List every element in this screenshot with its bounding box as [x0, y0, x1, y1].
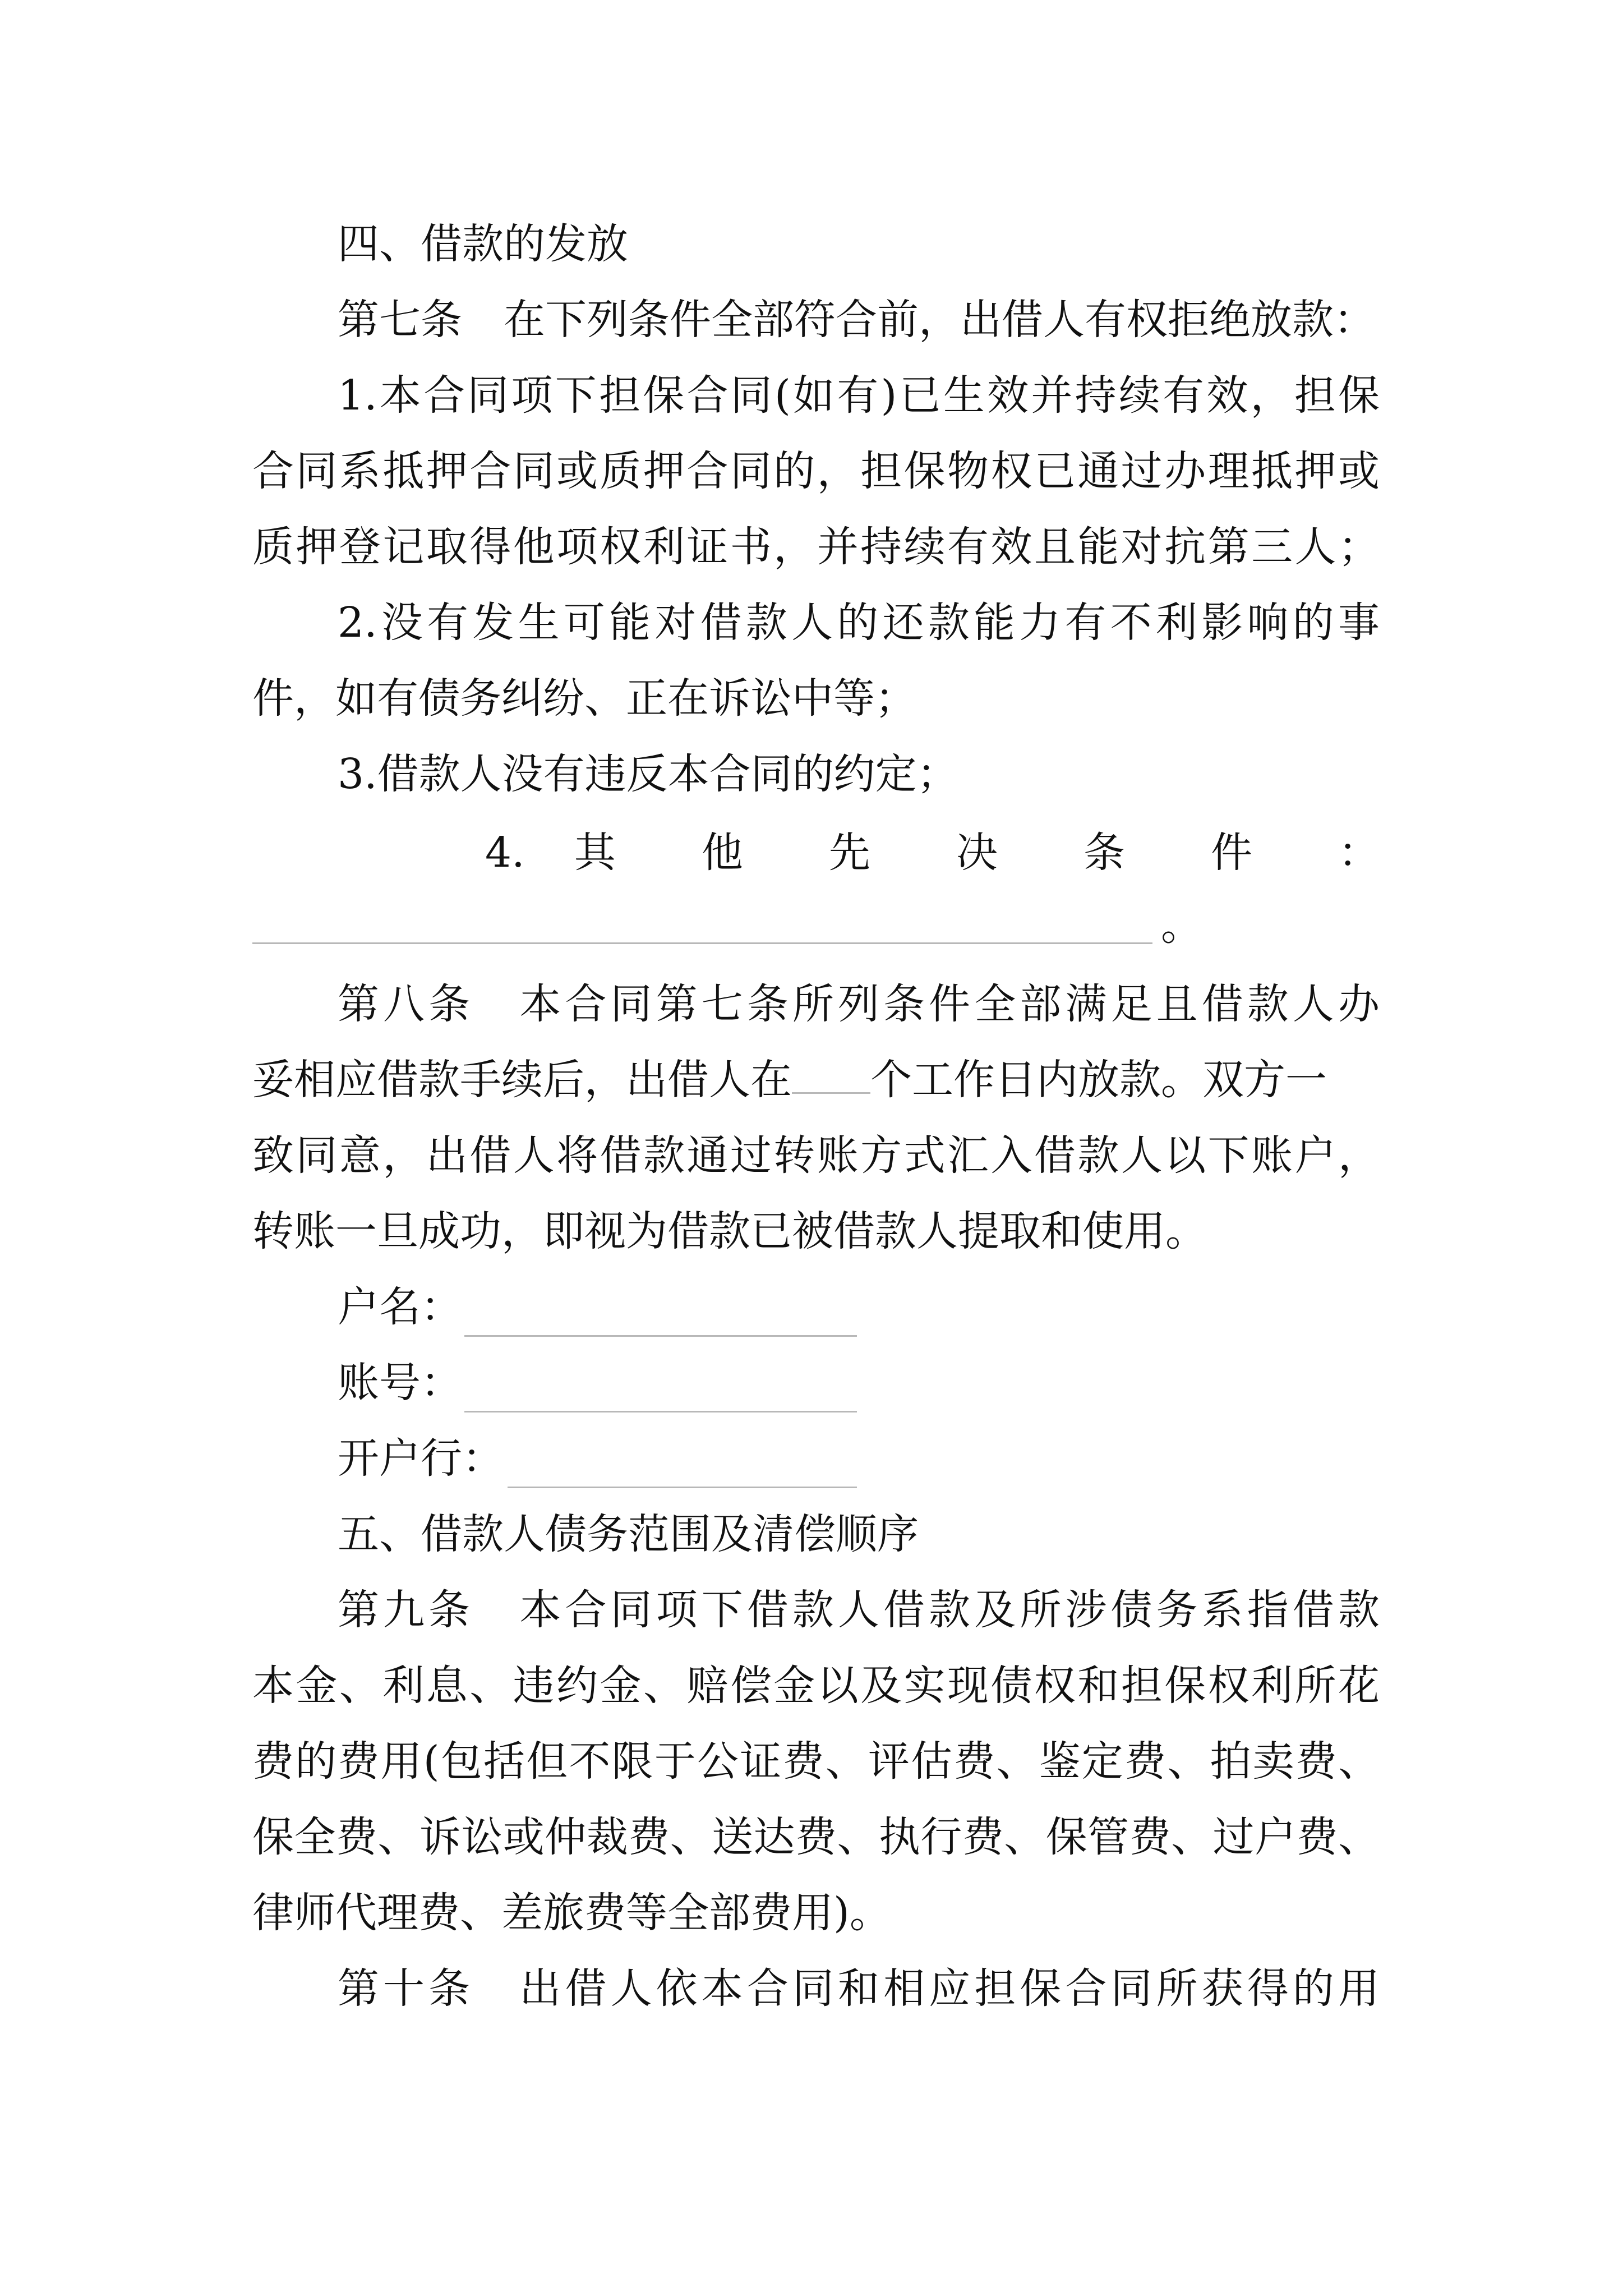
- article-8-line-4: 转账一旦成功，即视为借款已被借款人提取和使用。: [252, 1207, 1207, 1255]
- article-8-line-3: 致同意，出借人将借款通过转账方式汇入借款人以下账户，: [252, 1131, 1380, 1180]
- article-9-line-2: 本金、利息、违约金、赔偿金以及实现债权和担保权利所花: [252, 1662, 1380, 1710]
- section-5-heading: 五、借款人债务范围及清偿顺序: [338, 1510, 919, 1558]
- article-8-line-2: [252, 1052, 1380, 1108]
- article-7-item-4: 4. 其 他 先 决 条 件 ：: [485, 829, 1380, 877]
- article-10-line-1: 第十条 出借人依本合同和相应担保合同所获得的用: [338, 1964, 1380, 2013]
- account-name-label: 户名：: [338, 1283, 462, 1331]
- article-7-item-2-line-1: 2.没有发生可能对借款人的还款能力有不利影响的事: [338, 599, 1380, 647]
- other-conditions-blank: [252, 942, 1152, 944]
- article-7-intro: 第七条 在下列条件全部符合前，出借人有权拒绝放款：: [338, 296, 1375, 344]
- bank-blank: [508, 1487, 857, 1488]
- article-7-item-1-line-2: 合同系抵押合同或质押合同的，担保物权已通过办理抵押或: [252, 447, 1380, 495]
- article-7-item-4-end: 。: [1161, 901, 1202, 950]
- article-7-item-3: 3.借款人没有违反本合同的约定；: [338, 750, 958, 798]
- article-9-line-1: 第九条 本合同项下借款人借款及所涉债务系指借款: [338, 1586, 1380, 1634]
- article-9-line-3: 费的费用(包括但不限于公证费、评估费、鉴定费、拍卖费、: [252, 1737, 1380, 1786]
- account-number-blank: [464, 1411, 857, 1412]
- article-7-item-2-line-2: 件，如有债务纠纷、正在诉讼中等；: [252, 674, 916, 723]
- account-name-blank: [464, 1335, 857, 1337]
- article-8-line-2-end: 个工作日内放款。双方一: [870, 1056, 1327, 1104]
- working-days-blank: [792, 1053, 870, 1094]
- article-7-item-1-line-1: 1.本合同项下担保合同(如有)已生效并持续有效，担保: [338, 371, 1380, 420]
- article-8-line-2-start: 妥相应借款手续后，出借人在: [252, 1056, 792, 1104]
- article-9-line-4: 保全费、诉讼或仲裁费、送达费、执行费、保管费、过户费、: [252, 1813, 1380, 1861]
- article-7-item-1-line-3: 质押登记取得他项权利证书，并持续有效且能对抗第三人；: [252, 523, 1380, 571]
- article-9-line-5: 律师代理费、差旅费等全部费用)。: [252, 1889, 891, 1937]
- account-number-label: 账号：: [338, 1359, 462, 1407]
- article-8-line-1: 第八条 本合同第七条所列条件全部满足且借款人办: [338, 980, 1380, 1028]
- section-4-heading: 四、借款的发放: [338, 220, 628, 268]
- bank-label: 开户行：: [338, 1434, 504, 1483]
